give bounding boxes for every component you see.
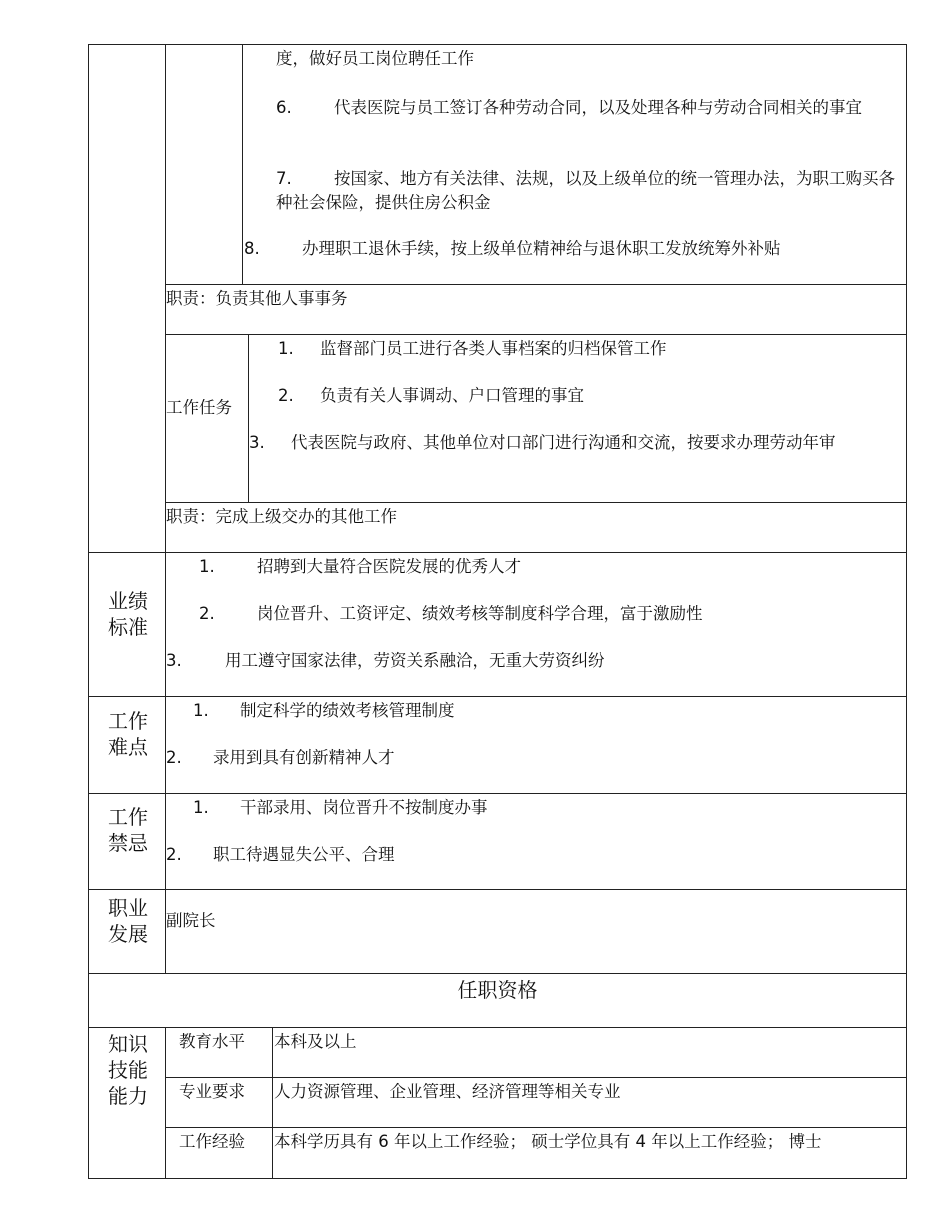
- qual-key: 专业要求: [179, 1082, 245, 1101]
- difficulty-text: 录用到具有创新精神人才: [213, 748, 395, 767]
- taboo-number: 1.: [193, 798, 209, 817]
- qual-row-divider: [165, 1127, 907, 1128]
- performance-number: 3.: [166, 651, 182, 670]
- taboo-text: 干部录用、岗位晋升不按制度办事: [240, 798, 488, 817]
- career-value: 副院长: [166, 911, 216, 930]
- qual-row-divider: [165, 1077, 907, 1078]
- qual-key: 教育水平: [179, 1032, 245, 1051]
- taboo-number: 2.: [166, 845, 182, 864]
- task-number: 2.: [278, 386, 294, 405]
- difficulty-number: 2.: [166, 748, 182, 767]
- label-column-divider-bottom: [165, 1027, 166, 1179]
- career-label: 职业发展: [108, 896, 148, 946]
- difficulty-text: 制定科学的绩效考核管理制度: [240, 701, 455, 720]
- qualification-heading: 任职资格: [457, 978, 538, 1002]
- task-text: 代表医院与员工签订各种劳动合同，以及处理各种与劳动合同相关的事宜: [334, 98, 862, 117]
- taboo-text: 职工待遇显失公平、合理: [213, 845, 395, 864]
- taboo-label: 工作禁忌: [108, 805, 148, 855]
- section-divider: [88, 793, 907, 794]
- qual-key: 工作经验: [179, 1132, 245, 1151]
- task-text: 办理职工退休手续，按上级单位精神给与退休职工发放统筹外补贴: [302, 239, 781, 258]
- task-number: 1.: [278, 339, 294, 358]
- task-text: 代表医院与政府、其他单位对口部门进行沟通和交流，按要求办理劳动年审: [291, 433, 836, 452]
- duty-text: 职责：负责其他人事事务: [166, 289, 348, 308]
- task-label: 工作任务: [166, 398, 232, 417]
- row-divider: [165, 284, 907, 285]
- task-text: 度，做好员工岗位聘任工作: [276, 49, 474, 68]
- qualification-label: 知识技能能力: [108, 1032, 148, 1108]
- task-number: 7.: [276, 169, 292, 188]
- task-divider-b: [248, 334, 249, 502]
- duty-text: 职责：完成上级交办的其他工作: [166, 507, 397, 526]
- performance-text: 岗位晋升、工资评定、绩效考核等制度科学合理，富于激励性: [257, 604, 703, 623]
- task-number: 8.: [244, 239, 260, 258]
- row-divider: [165, 334, 907, 335]
- task-text: 负责有关人事调动、户口管理的事宜: [320, 386, 584, 405]
- task-divider-a: [242, 44, 243, 284]
- qual-value: 人力资源管理、企业管理、经济管理等相关专业: [274, 1082, 621, 1101]
- performance-text: 用工遵守国家法律，劳资关系融洽，无重大劳资纠纷: [225, 651, 605, 670]
- section-divider: [88, 552, 907, 553]
- performance-label: 业绩标准: [108, 589, 148, 639]
- section-divider: [88, 696, 907, 697]
- difficulty-label: 工作难点: [108, 709, 148, 759]
- section-divider: [88, 973, 907, 974]
- performance-number: 1.: [199, 557, 215, 576]
- section-divider: [88, 889, 907, 890]
- section-divider: [88, 1027, 907, 1028]
- task-text: 按国家、地方有关法律、法规，以及上级单位的统一管理办法，为职工购买各种社会保险，提供住房公积金: [276, 169, 895, 212]
- qual-value: 本科学历具有 6 年以上工作经验； 硕士学位具有 4 年以上工作经验； 博士: [274, 1132, 822, 1151]
- task-number: 3.: [249, 433, 265, 452]
- performance-text: 招聘到大量符合医院发展的优秀人才: [257, 557, 521, 576]
- task-number: 6.: [276, 98, 292, 117]
- qual-value: 本科及以上: [274, 1032, 357, 1051]
- difficulty-number: 1.: [193, 701, 209, 720]
- qual-key-divider: [272, 1027, 273, 1179]
- performance-number: 2.: [199, 604, 215, 623]
- task-text: 监督部门员工进行各类人事档案的归档保管工作: [320, 339, 667, 358]
- row-divider: [165, 502, 907, 503]
